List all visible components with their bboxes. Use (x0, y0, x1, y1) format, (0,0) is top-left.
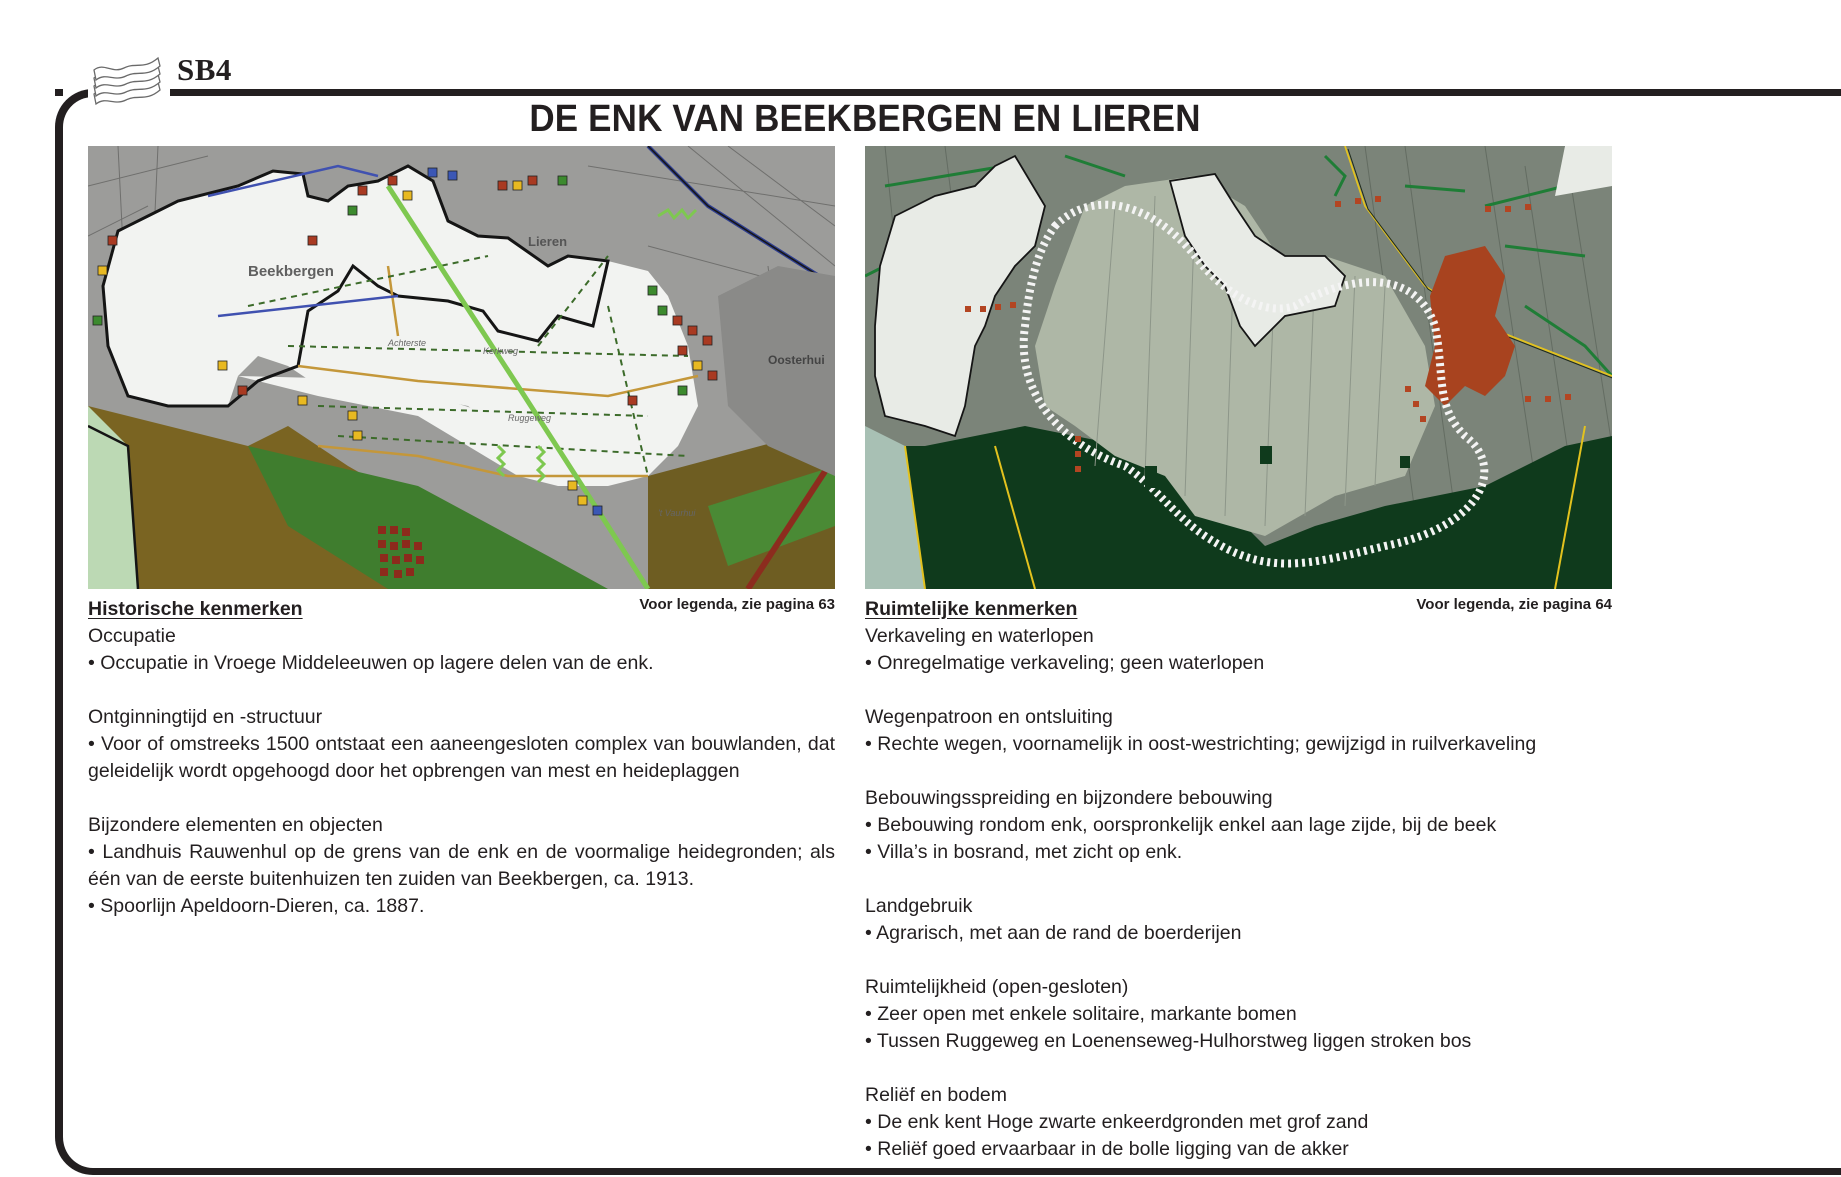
subsection-title: Landgebruik (865, 895, 973, 917)
subsection-title: Occupatie (88, 625, 176, 647)
historic-features-column (88, 596, 835, 920)
spatial-features-column (865, 596, 1612, 1163)
bullet-item: • Spoorlijn Apeldoorn-Dieren, ca. 1887. (88, 895, 425, 917)
section-parcelling (865, 623, 1612, 677)
subsection-title: Bijzondere elementen en objecten (88, 814, 383, 836)
svg-text:Achterste: Achterste (388, 338, 427, 348)
spatial-features-map (865, 146, 1612, 589)
section-relief (865, 1082, 1612, 1163)
svg-text:Kerkweg: Kerkweg (483, 346, 519, 356)
bullet-item: • Rechte wegen, voornamelijk in oost-westrichting; gewijzigd in ruilverkaveling (865, 733, 1537, 755)
subsection-title: Ruimtelijkheid (open-gesloten) (865, 976, 1129, 998)
bullet-item: • Tussen Ruggeweg en Loenenseweg-Hulhorstweg liggen stroken bos (865, 1030, 1472, 1052)
subsection-title: Reliëf en bodem (865, 1084, 1008, 1106)
bullet-item: • Villa’s in bosrand, met zicht op enk. (865, 841, 1183, 863)
series-code: SB4 (177, 52, 232, 87)
bullet-item: • Agrarisch, met aan de rand de boerderijen (865, 922, 1242, 944)
historic-features-map (88, 146, 835, 589)
bullet-item: • Onregelmatige verkaveling; geen waterlopen (865, 652, 1265, 674)
legend-reference: Voor legenda, zie pagina 63 (639, 596, 835, 613)
bullet-item: • Bebouwing rondom enk, oorspronkelijk enkel aan lage zijde, bij de beek (865, 814, 1497, 836)
bullet-item: • Occupatie in Vroege Middeleeuwen op lagere delen van de enk. (88, 652, 654, 674)
section-buildings (865, 785, 1612, 866)
section-special-elements (88, 812, 835, 920)
section-heading: Ruimtelijke kenmerken (865, 598, 1078, 620)
section-openness (865, 974, 1612, 1055)
subsection-title: Wegenpatroon en ontsluiting (865, 706, 1113, 728)
bullet-item: • Landhuis Rauwenhul op de grens van de enk en de voormalige heidegronden; als één van de eerste buitenhuizen ten zuiden van Beekbergen, ca. 1913. (88, 841, 835, 890)
page-title: DE ENK VAN BEEKBERGEN EN LIEREN (529, 98, 1201, 140)
bullet-item: • Zeer open met enkele solitaire, markante bomen (865, 1003, 1297, 1025)
subsection-title: Bebouwingsspreiding en bijzondere bebouwing (865, 787, 1273, 809)
legend-reference: Voor legenda, zie pagina 64 (1416, 596, 1612, 613)
bullet-item: • Reliëf goed ervaarbaar in de bolle ligging van de akker (865, 1138, 1349, 1160)
bullet-item: • Voor of omstreeks 1500 ontstaat een aaneengesloten complex van bouwlanden, dat geleidelijk wordt opgehoogd door het opbrengen van mest en heideplaggen (88, 733, 835, 782)
section-land-use (865, 893, 1612, 947)
section-road-pattern (865, 704, 1612, 758)
section-reclamation (88, 704, 835, 785)
svg-text:'t Vaurhui: 't Vaurhui (658, 508, 696, 518)
svg-text:Lieren: Lieren (528, 234, 568, 249)
subsection-title: Ontginningtijd en -structuur (88, 706, 323, 728)
svg-text:Beekbergen: Beekbergen (248, 263, 334, 280)
bullet-item: • De enk kent Hoge zwarte enkeerdgronden met grof zand (865, 1111, 1369, 1133)
section-occupation (88, 623, 835, 677)
section-heading: Historische kenmerken (88, 598, 303, 620)
subsection-title: Verkaveling en waterlopen (865, 625, 1094, 647)
svg-text:Oosterhui: Oosterhui (768, 353, 825, 367)
header-rule (170, 89, 1841, 96)
svg-text:Ruggeweg: Ruggeweg (508, 413, 552, 423)
